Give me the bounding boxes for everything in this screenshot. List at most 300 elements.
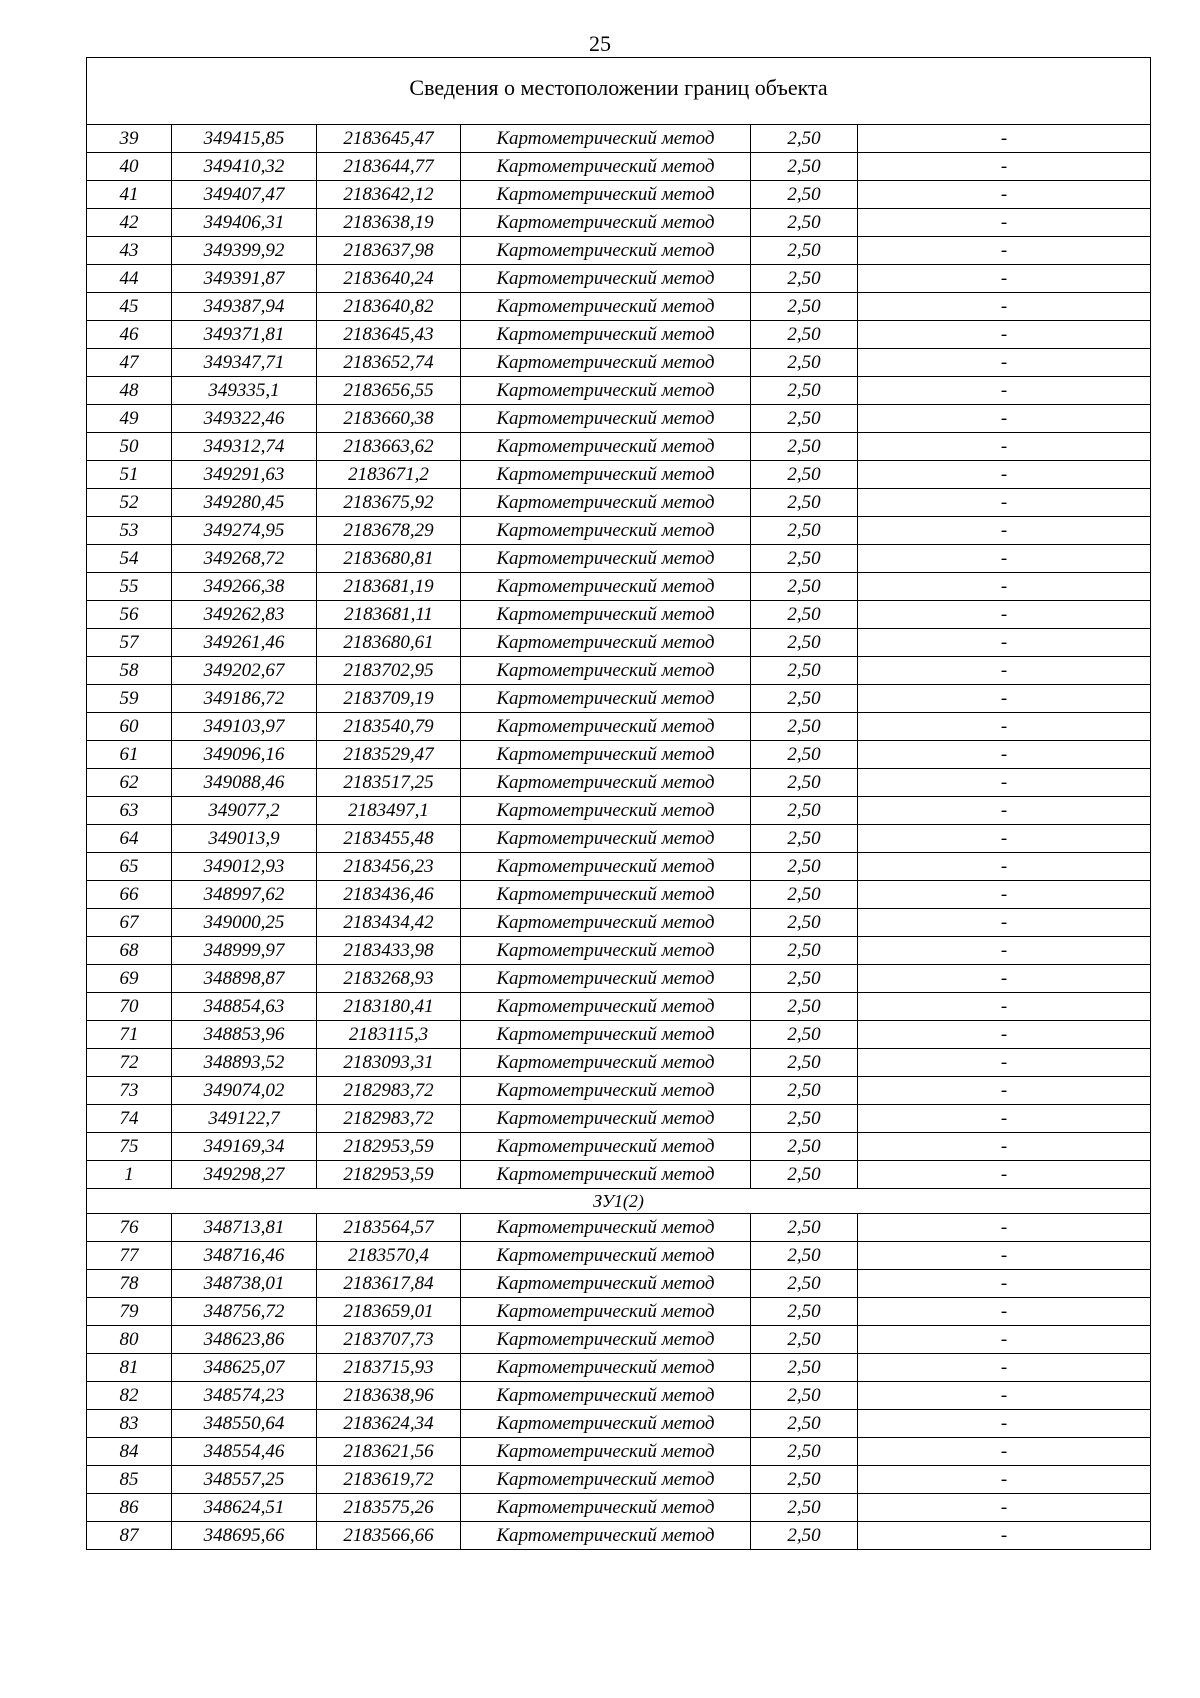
x-coordinate-cell: 349261,46 (172, 629, 317, 657)
description-cell: - (858, 1021, 1151, 1049)
point-number-cell: 47 (87, 349, 172, 377)
description-cell: - (858, 209, 1151, 237)
precision-cell: 2,50 (751, 797, 858, 825)
table-row (87, 741, 1151, 769)
x-coordinate-cell: 349000,25 (172, 909, 317, 937)
description-cell: - (858, 741, 1151, 769)
point-number-cell: 75 (87, 1133, 172, 1161)
point-number-cell: 62 (87, 769, 172, 797)
x-coordinate-cell: 349312,74 (172, 433, 317, 461)
x-coordinate-cell: 349186,72 (172, 685, 317, 713)
method-cell: Картометрический метод (461, 1522, 751, 1550)
description-cell: - (858, 797, 1151, 825)
x-coordinate-cell: 349371,81 (172, 321, 317, 349)
method-cell: Картометрический метод (461, 489, 751, 517)
precision-cell: 2,50 (751, 601, 858, 629)
precision-cell: 2,50 (751, 573, 858, 601)
y-coordinate-cell: 2183642,12 (317, 181, 461, 209)
description-cell: - (858, 1298, 1151, 1326)
point-number-cell: 73 (87, 1077, 172, 1105)
y-coordinate-cell: 2183644,77 (317, 153, 461, 181)
description-cell: - (858, 125, 1151, 153)
x-coordinate-cell: 348716,46 (172, 1242, 317, 1270)
x-coordinate-cell: 348624,51 (172, 1494, 317, 1522)
point-number-cell: 50 (87, 433, 172, 461)
precision-cell: 2,50 (751, 657, 858, 685)
precision-cell: 2,50 (751, 321, 858, 349)
y-coordinate-cell: 2182983,72 (317, 1077, 461, 1105)
precision-cell: 2,50 (751, 909, 858, 937)
x-coordinate-cell: 349399,92 (172, 237, 317, 265)
table-row (87, 769, 1151, 797)
table-row (87, 1354, 1151, 1382)
description-cell: - (858, 713, 1151, 741)
precision-cell: 2,50 (751, 769, 858, 797)
point-number-cell: 65 (87, 853, 172, 881)
point-number-cell: 48 (87, 377, 172, 405)
precision-cell: 2,50 (751, 1494, 858, 1522)
table-row (87, 713, 1151, 741)
y-coordinate-cell: 2183540,79 (317, 713, 461, 741)
description-cell: - (858, 321, 1151, 349)
table-row (87, 349, 1151, 377)
y-coordinate-cell: 2183645,43 (317, 321, 461, 349)
x-coordinate-cell: 349406,31 (172, 209, 317, 237)
x-coordinate-cell: 348738,01 (172, 1270, 317, 1298)
point-number-cell: 84 (87, 1438, 172, 1466)
precision-cell: 2,50 (751, 741, 858, 769)
method-cell: Картометрический метод (461, 769, 751, 797)
method-cell: Картометрический метод (461, 1133, 751, 1161)
description-cell: - (858, 517, 1151, 545)
method-cell: Картометрический метод (461, 1298, 751, 1326)
y-coordinate-cell: 2183529,47 (317, 741, 461, 769)
method-cell: Картометрический метод (461, 321, 751, 349)
method-cell: Картометрический метод (461, 517, 751, 545)
description-cell: - (858, 181, 1151, 209)
method-cell: Картометрический метод (461, 993, 751, 1021)
precision-cell: 2,50 (751, 1410, 858, 1438)
description-cell: - (858, 1270, 1151, 1298)
point-number-cell: 54 (87, 545, 172, 573)
x-coordinate-cell: 349298,27 (172, 1161, 317, 1189)
precision-cell: 2,50 (751, 405, 858, 433)
precision-cell: 2,50 (751, 1354, 858, 1382)
method-cell: Картометрический метод (461, 461, 751, 489)
point-number-cell: 43 (87, 237, 172, 265)
method-cell: Картометрический метод (461, 853, 751, 881)
point-number-cell: 45 (87, 293, 172, 321)
point-number-cell: 41 (87, 181, 172, 209)
y-coordinate-cell: 2183617,84 (317, 1270, 461, 1298)
y-coordinate-cell: 2183660,38 (317, 405, 461, 433)
point-number-cell: 63 (87, 797, 172, 825)
description-cell: - (858, 545, 1151, 573)
method-cell: Картометрический метод (461, 657, 751, 685)
description-cell: - (858, 853, 1151, 881)
method-cell: Картометрический метод (461, 1466, 751, 1494)
x-coordinate-cell: 349387,94 (172, 293, 317, 321)
description-cell: - (858, 405, 1151, 433)
precision-cell: 2,50 (751, 293, 858, 321)
precision-cell: 2,50 (751, 713, 858, 741)
description-cell: - (858, 909, 1151, 937)
point-number-cell: 81 (87, 1354, 172, 1382)
description-cell: - (858, 769, 1151, 797)
x-coordinate-cell: 349096,16 (172, 741, 317, 769)
y-coordinate-cell: 2183456,23 (317, 853, 461, 881)
table-row (87, 853, 1151, 881)
x-coordinate-cell: 349347,71 (172, 349, 317, 377)
precision-cell: 2,50 (751, 125, 858, 153)
y-coordinate-cell: 2183681,19 (317, 573, 461, 601)
point-number-cell: 82 (87, 1382, 172, 1410)
point-number-cell: 49 (87, 405, 172, 433)
precision-cell: 2,50 (751, 1105, 858, 1133)
x-coordinate-cell: 348550,64 (172, 1410, 317, 1438)
method-cell: Картометрический метод (461, 1326, 751, 1354)
method-cell: Картометрический метод (461, 685, 751, 713)
x-coordinate-cell: 349012,93 (172, 853, 317, 881)
point-number-cell: 46 (87, 321, 172, 349)
description-cell: - (858, 629, 1151, 657)
method-cell: Картометрический метод (461, 1049, 751, 1077)
x-coordinate-cell: 349013,9 (172, 825, 317, 853)
precision-cell: 2,50 (751, 881, 858, 909)
table-row (87, 685, 1151, 713)
y-coordinate-cell: 2183652,74 (317, 349, 461, 377)
point-number-cell: 66 (87, 881, 172, 909)
table-row (87, 881, 1151, 909)
x-coordinate-cell: 348898,87 (172, 965, 317, 993)
point-number-cell: 83 (87, 1410, 172, 1438)
description-cell: - (858, 461, 1151, 489)
precision-cell: 2,50 (751, 1522, 858, 1550)
table-row (87, 1382, 1151, 1410)
precision-cell: 2,50 (751, 209, 858, 237)
x-coordinate-cell: 348695,66 (172, 1522, 317, 1550)
point-number-cell: 44 (87, 265, 172, 293)
precision-cell: 2,50 (751, 377, 858, 405)
y-coordinate-cell: 2183640,82 (317, 293, 461, 321)
precision-cell: 2,50 (751, 265, 858, 293)
point-number-cell: 77 (87, 1242, 172, 1270)
table-row (87, 825, 1151, 853)
x-coordinate-cell: 349407,47 (172, 181, 317, 209)
method-cell: Картометрический метод (461, 125, 751, 153)
point-number-cell: 76 (87, 1214, 172, 1242)
point-number-cell: 55 (87, 573, 172, 601)
precision-cell: 2,50 (751, 1438, 858, 1466)
description-cell: - (858, 293, 1151, 321)
table-row (87, 1410, 1151, 1438)
x-coordinate-cell: 349266,38 (172, 573, 317, 601)
y-coordinate-cell: 2183715,93 (317, 1354, 461, 1382)
method-cell: Картометрический метод (461, 1214, 751, 1242)
x-coordinate-cell: 348625,07 (172, 1354, 317, 1382)
method-cell: Картометрический метод (461, 1077, 751, 1105)
description-cell: - (858, 881, 1151, 909)
y-coordinate-cell: 2183638,96 (317, 1382, 461, 1410)
point-number-cell: 64 (87, 825, 172, 853)
x-coordinate-cell: 349262,83 (172, 601, 317, 629)
x-coordinate-cell: 349274,95 (172, 517, 317, 545)
description-cell: - (858, 657, 1151, 685)
x-coordinate-cell: 348999,97 (172, 937, 317, 965)
method-cell: Картометрический метод (461, 433, 751, 461)
table-row (87, 321, 1151, 349)
table-row (87, 629, 1151, 657)
y-coordinate-cell: 2183678,29 (317, 517, 461, 545)
point-number-cell: 42 (87, 209, 172, 237)
table-row (87, 489, 1151, 517)
precision-cell: 2,50 (751, 1077, 858, 1105)
description-cell: - (858, 1438, 1151, 1466)
table-row (87, 377, 1151, 405)
point-number-cell: 80 (87, 1326, 172, 1354)
description-cell: - (858, 489, 1151, 517)
page-number: 25 (589, 31, 611, 56)
method-cell: Картометрический метод (461, 405, 751, 433)
point-number-cell: 57 (87, 629, 172, 657)
precision-cell: 2,50 (751, 629, 858, 657)
table-row (87, 1298, 1151, 1326)
table-title: Сведения о местоположении границ объекта (87, 58, 1151, 125)
description-cell: - (858, 433, 1151, 461)
description-cell: - (858, 1522, 1151, 1550)
precision-cell: 2,50 (751, 937, 858, 965)
description-cell: - (858, 601, 1151, 629)
precision-cell: 2,50 (751, 965, 858, 993)
precision-cell: 2,50 (751, 1270, 858, 1298)
description-cell: - (858, 265, 1151, 293)
description-cell: - (858, 1410, 1151, 1438)
description-cell: - (858, 685, 1151, 713)
point-number-cell: 60 (87, 713, 172, 741)
point-number-cell: 69 (87, 965, 172, 993)
y-coordinate-cell: 2183624,34 (317, 1410, 461, 1438)
description-cell: - (858, 153, 1151, 181)
y-coordinate-cell: 2183436,46 (317, 881, 461, 909)
y-coordinate-cell: 2183656,55 (317, 377, 461, 405)
description-cell: - (858, 965, 1151, 993)
description-cell: - (858, 1326, 1151, 1354)
y-coordinate-cell: 2183570,4 (317, 1242, 461, 1270)
y-coordinate-cell: 2182983,72 (317, 1105, 461, 1133)
method-cell: Картометрический метод (461, 237, 751, 265)
method-cell: Картометрический метод (461, 601, 751, 629)
description-cell: - (858, 1049, 1151, 1077)
point-number-cell: 40 (87, 153, 172, 181)
precision-cell: 2,50 (751, 1133, 858, 1161)
y-coordinate-cell: 2183640,24 (317, 265, 461, 293)
table-row (87, 461, 1151, 489)
table-title-row (87, 58, 1151, 125)
point-number-cell: 51 (87, 461, 172, 489)
section-label: ЗУ1(2) (87, 1189, 1151, 1214)
x-coordinate-cell: 349410,32 (172, 153, 317, 181)
description-cell: - (858, 1494, 1151, 1522)
description-cell: - (858, 1214, 1151, 1242)
y-coordinate-cell: 2183645,47 (317, 125, 461, 153)
point-number-cell: 61 (87, 741, 172, 769)
precision-cell: 2,50 (751, 237, 858, 265)
table-row (87, 125, 1151, 153)
method-cell: Картометрический метод (461, 545, 751, 573)
y-coordinate-cell: 2183115,3 (317, 1021, 461, 1049)
precision-cell: 2,50 (751, 1049, 858, 1077)
method-cell: Картометрический метод (461, 209, 751, 237)
method-cell: Картометрический метод (461, 965, 751, 993)
y-coordinate-cell: 2183434,42 (317, 909, 461, 937)
section-row (87, 1189, 1151, 1214)
table-row (87, 937, 1151, 965)
point-number-cell: 56 (87, 601, 172, 629)
table-row (87, 1133, 1151, 1161)
method-cell: Картометрический метод (461, 909, 751, 937)
x-coordinate-cell: 349280,45 (172, 489, 317, 517)
method-cell: Картометрический метод (461, 1354, 751, 1382)
y-coordinate-cell: 2183564,57 (317, 1214, 461, 1242)
x-coordinate-cell: 348623,86 (172, 1326, 317, 1354)
x-coordinate-cell: 349391,87 (172, 265, 317, 293)
precision-cell: 2,50 (751, 1161, 858, 1189)
description-cell: - (858, 993, 1151, 1021)
method-cell: Картометрический метод (461, 1382, 751, 1410)
y-coordinate-cell: 2183675,92 (317, 489, 461, 517)
table-row (87, 601, 1151, 629)
precision-cell: 2,50 (751, 517, 858, 545)
x-coordinate-cell: 349103,97 (172, 713, 317, 741)
x-coordinate-cell: 348713,81 (172, 1214, 317, 1242)
precision-cell: 2,50 (751, 993, 858, 1021)
precision-cell: 2,50 (751, 853, 858, 881)
precision-cell: 2,50 (751, 433, 858, 461)
table-row (87, 433, 1151, 461)
method-cell: Картометрический метод (461, 1105, 751, 1133)
table-row (87, 1161, 1151, 1189)
method-cell: Картометрический метод (461, 1494, 751, 1522)
y-coordinate-cell: 2183681,11 (317, 601, 461, 629)
description-cell: - (858, 1161, 1151, 1189)
table-row (87, 1049, 1151, 1077)
x-coordinate-cell: 349122,7 (172, 1105, 317, 1133)
method-cell: Картометрический метод (461, 825, 751, 853)
y-coordinate-cell: 2183619,72 (317, 1466, 461, 1494)
table-row (87, 1438, 1151, 1466)
y-coordinate-cell: 2183702,95 (317, 657, 461, 685)
precision-cell: 2,50 (751, 489, 858, 517)
method-cell: Картометрический метод (461, 377, 751, 405)
x-coordinate-cell: 348853,96 (172, 1021, 317, 1049)
description-cell: - (858, 1133, 1151, 1161)
point-number-cell: 68 (87, 937, 172, 965)
point-number-cell: 58 (87, 657, 172, 685)
description-cell: - (858, 937, 1151, 965)
y-coordinate-cell: 2183671,2 (317, 461, 461, 489)
table-row (87, 1242, 1151, 1270)
table-row (87, 993, 1151, 1021)
x-coordinate-cell: 348893,52 (172, 1049, 317, 1077)
point-number-cell: 67 (87, 909, 172, 937)
x-coordinate-cell: 349335,1 (172, 377, 317, 405)
method-cell: Картометрический метод (461, 1410, 751, 1438)
method-cell: Картометрический метод (461, 1242, 751, 1270)
table-row (87, 965, 1151, 993)
table-row (87, 1466, 1151, 1494)
method-cell: Картометрический метод (461, 1438, 751, 1466)
description-cell: - (858, 1354, 1151, 1382)
point-number-cell: 70 (87, 993, 172, 1021)
table-row (87, 405, 1151, 433)
table-row (87, 209, 1151, 237)
x-coordinate-cell: 348854,63 (172, 993, 317, 1021)
point-number-cell: 79 (87, 1298, 172, 1326)
x-coordinate-cell: 349202,67 (172, 657, 317, 685)
description-cell: - (858, 1466, 1151, 1494)
y-coordinate-cell: 2183433,98 (317, 937, 461, 965)
precision-cell: 2,50 (751, 545, 858, 573)
method-cell: Картометрический метод (461, 265, 751, 293)
table-row (87, 797, 1151, 825)
y-coordinate-cell: 2183621,56 (317, 1438, 461, 1466)
description-cell: - (858, 237, 1151, 265)
table-row (87, 573, 1151, 601)
y-coordinate-cell: 2183680,61 (317, 629, 461, 657)
precision-cell: 2,50 (751, 1382, 858, 1410)
x-coordinate-cell: 349077,2 (172, 797, 317, 825)
y-coordinate-cell: 2183638,19 (317, 209, 461, 237)
point-number-cell: 74 (87, 1105, 172, 1133)
y-coordinate-cell: 2183680,81 (317, 545, 461, 573)
precision-cell: 2,50 (751, 1242, 858, 1270)
y-coordinate-cell: 2183180,41 (317, 993, 461, 1021)
y-coordinate-cell: 2183517,25 (317, 769, 461, 797)
method-cell: Картометрический метод (461, 629, 751, 657)
precision-cell: 2,50 (751, 1298, 858, 1326)
precision-cell: 2,50 (751, 1214, 858, 1242)
y-coordinate-cell: 2183637,98 (317, 237, 461, 265)
point-number-cell: 72 (87, 1049, 172, 1077)
point-number-cell: 71 (87, 1021, 172, 1049)
method-cell: Картометрический метод (461, 293, 751, 321)
method-cell: Картометрический метод (461, 741, 751, 769)
description-cell: - (858, 349, 1151, 377)
precision-cell: 2,50 (751, 153, 858, 181)
table-row (87, 657, 1151, 685)
table-row (87, 1326, 1151, 1354)
description-cell: - (858, 1105, 1151, 1133)
y-coordinate-cell: 2183566,66 (317, 1522, 461, 1550)
point-number-cell: 86 (87, 1494, 172, 1522)
point-number-cell: 39 (87, 125, 172, 153)
method-cell: Картометрический метод (461, 1270, 751, 1298)
precision-cell: 2,50 (751, 1326, 858, 1354)
method-cell: Картометрический метод (461, 713, 751, 741)
y-coordinate-cell: 2183455,48 (317, 825, 461, 853)
point-number-cell: 53 (87, 517, 172, 545)
y-coordinate-cell: 2183707,73 (317, 1326, 461, 1354)
table-row (87, 1494, 1151, 1522)
table-row (87, 1021, 1151, 1049)
method-cell: Картометрический метод (461, 349, 751, 377)
y-coordinate-cell: 2183268,93 (317, 965, 461, 993)
description-cell: - (858, 1382, 1151, 1410)
x-coordinate-cell: 349169,34 (172, 1133, 317, 1161)
x-coordinate-cell: 348554,46 (172, 1438, 317, 1466)
point-number-cell: 78 (87, 1270, 172, 1298)
table-row (87, 1522, 1151, 1550)
